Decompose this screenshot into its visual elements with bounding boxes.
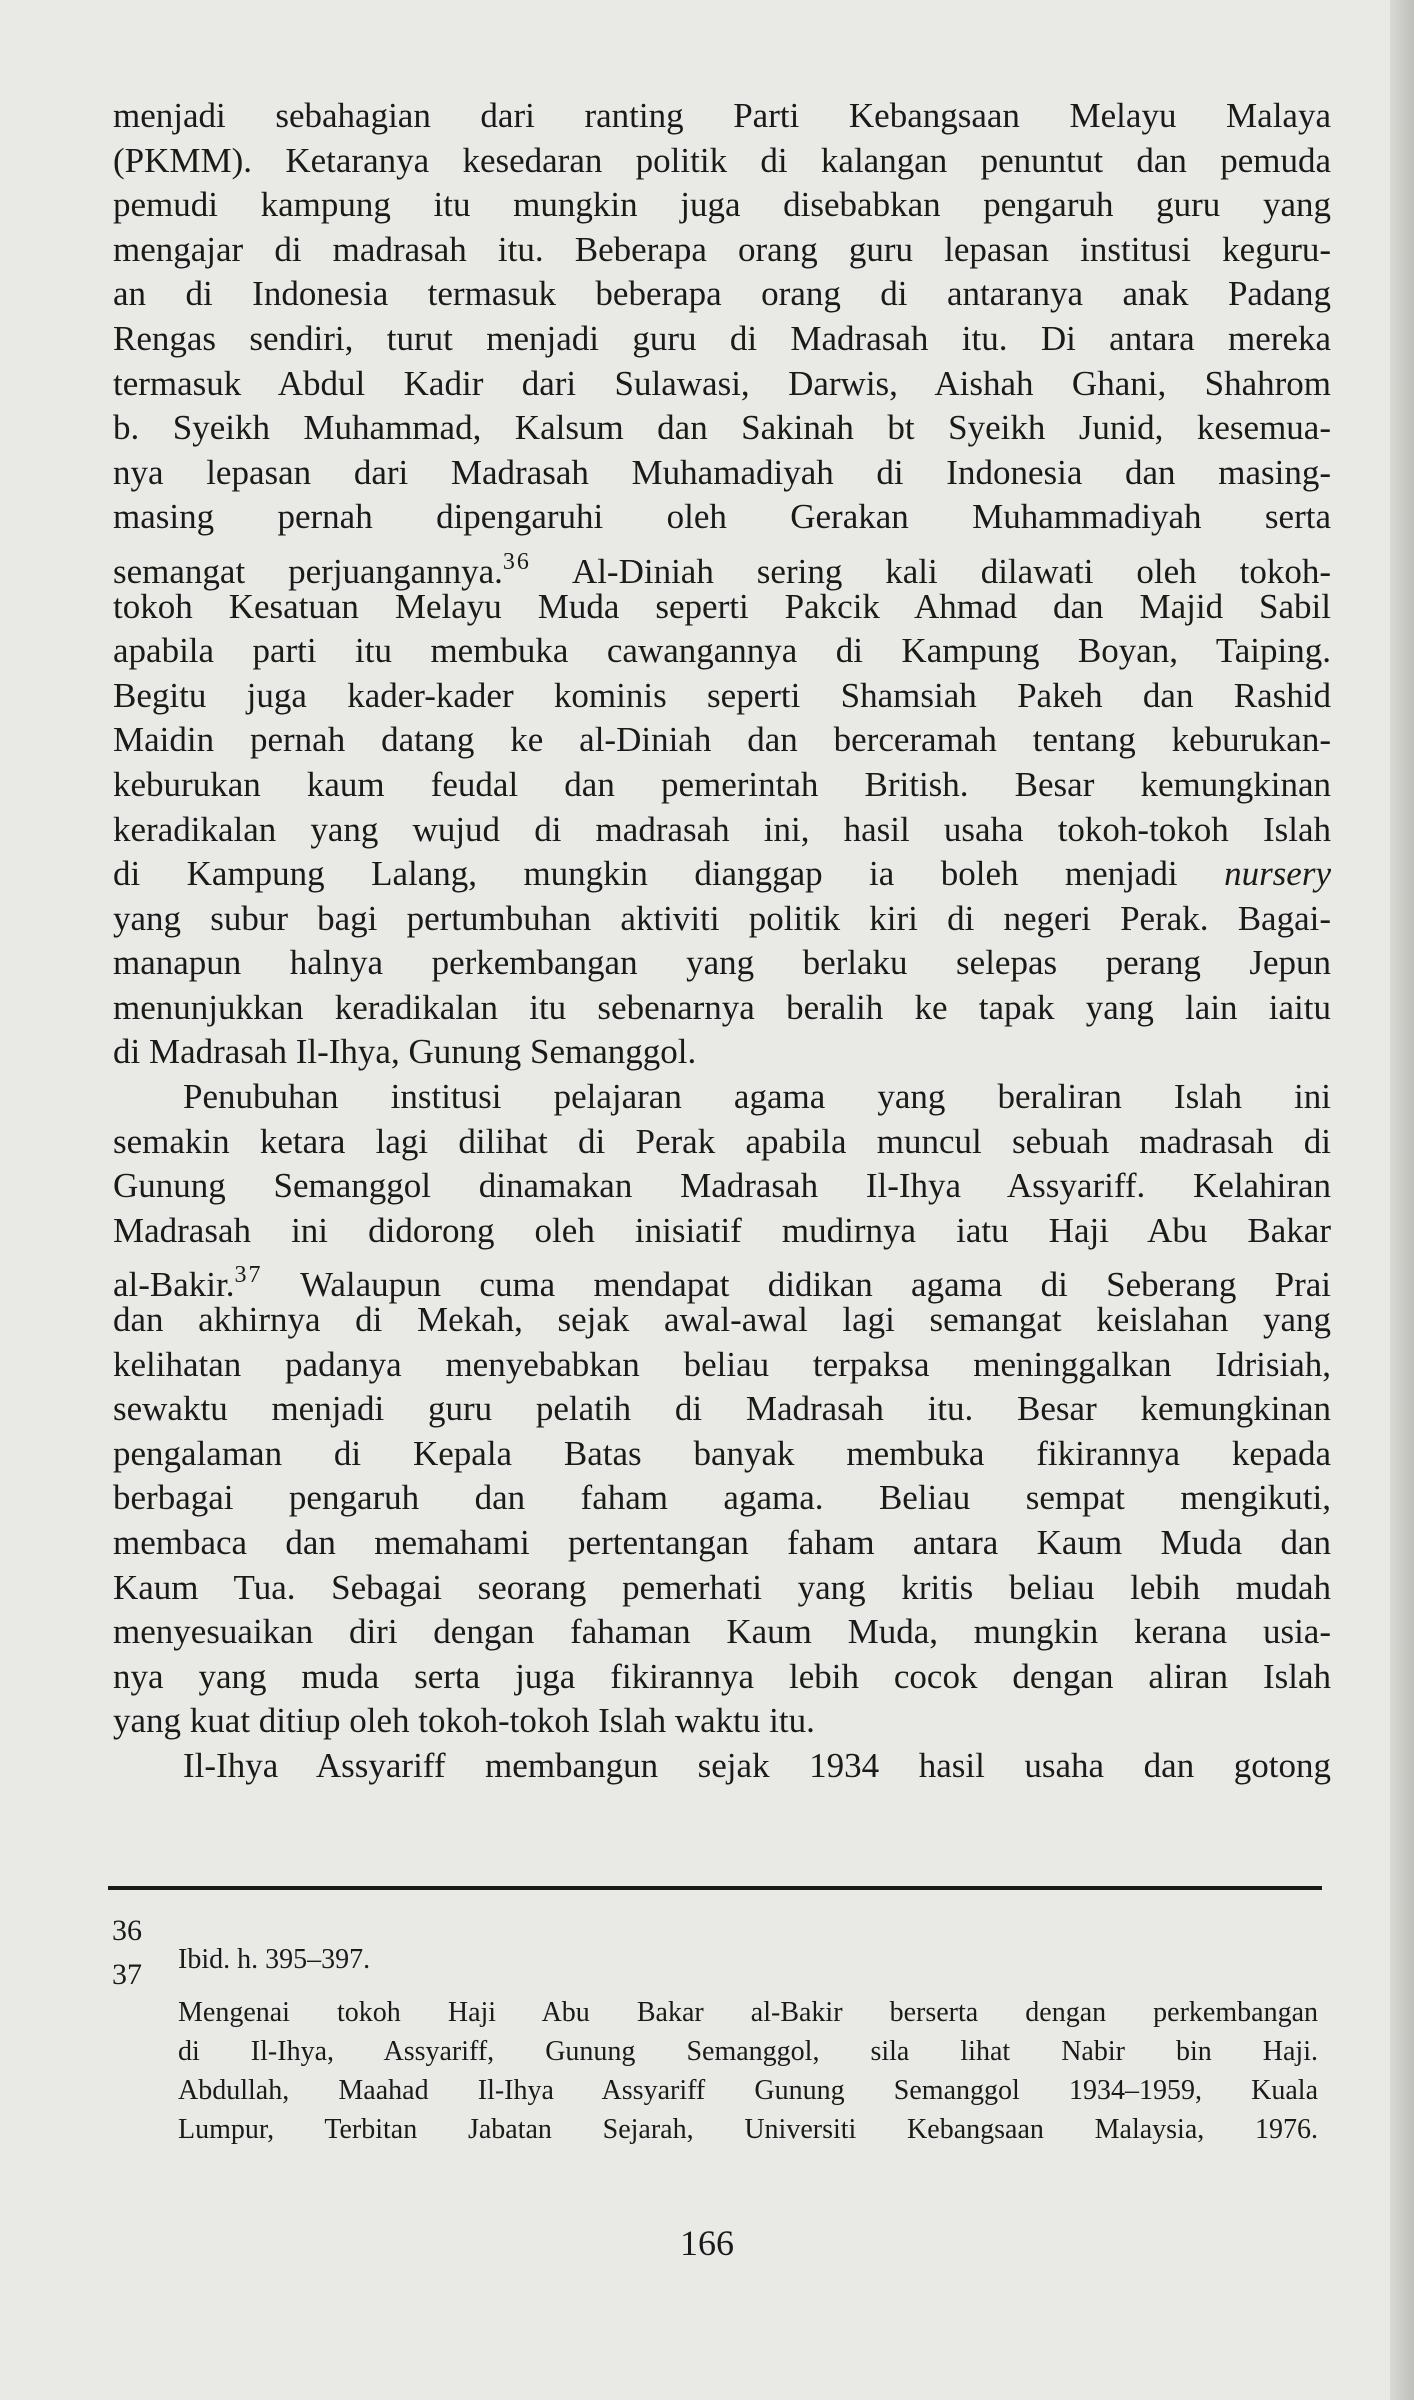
text-line (113, 272, 1331, 317)
page-number: 166 (680, 2223, 734, 2263)
text-segment: , Kuala (1194, 2075, 1318, 2106)
text-segment: (PKMM). Ketaranya kesedaran politik di kalangan penuntut dan pemuda (113, 140, 1331, 180)
footnote-line (178, 2071, 1318, 2110)
text-line (113, 1209, 1331, 1254)
text-segment: nya yang muda serta juga fikirannya lebih cocok dengan aliran Islah (113, 1656, 1331, 1696)
text-segment: dan akhirnya di Mekah, sejak awal-awal lagi semangat keislahan yang (113, 1300, 1331, 1340)
text-line (113, 1075, 1331, 1120)
text-line (113, 674, 1331, 719)
text-line (113, 139, 1331, 184)
text-line (113, 362, 1331, 407)
text-segment: yang kuat ditiup oleh tokoh-tokoh Islah waktu itu. (113, 1701, 815, 1741)
text-line (113, 1120, 1331, 1165)
text-line (113, 1699, 1331, 1744)
text-segment: Begitu juga kader-kader kominis seperti Shamsiah Pakeh dan Rashid (113, 675, 1331, 715)
text-segment: an di Indonesia termasuk beberapa orang di antaranya anak Padang (113, 274, 1331, 314)
text-segment: menunjukkan keradikalan itu sebenarnya beralih ke tapak yang lain iaitu (113, 987, 1331, 1027)
text-segment: keburukan kaum feudal dan pemerintah British. Besar kemungkinan (113, 764, 1331, 804)
text-line (113, 1476, 1331, 1521)
text-line (113, 1030, 1331, 1075)
text-segment: membaca dan memahami pertentangan faham antara Kaum Muda dan (113, 1523, 1331, 1562)
text-line (113, 986, 1331, 1031)
text-line (113, 1432, 1331, 1477)
text-segment: sewaktu menjadi guru pelatih di Madrasah itu. Besar kemungkinan (113, 1389, 1331, 1429)
text-segment: termasuk Abdul Kadir dari Sulawasi, Darwis, Aishah Ghani, Shahrom (113, 363, 1331, 403)
text-segment: semangat perjuangannya. (113, 551, 503, 591)
text-line (113, 1164, 1331, 1209)
text-line (113, 183, 1331, 228)
text-segment: Abdullah, (178, 2075, 339, 2106)
text-segment: al-Bakir. (113, 1265, 235, 1305)
text-line (113, 1655, 1331, 1700)
text-line (113, 852, 1331, 897)
footnote-number: 37 (112, 1958, 142, 1991)
page-edge-shadow (1390, 0, 1414, 2400)
text-line (113, 585, 1331, 630)
footnote-rule (108, 1886, 1322, 1890)
text-segment: Penubuhan institusi pelajaran agama yang beraliran Islah ini (183, 1077, 1331, 1117)
text-segment: Maidin pernah datang ke al-Diniah dan berceramah tentang keburukan- (113, 720, 1331, 760)
text-line (113, 1253, 1331, 1305)
text-line (113, 808, 1331, 853)
text-segment: b. Syeikh Muhammad, Kalsum dan Sakinah bt Syeikh Junid, kesemua- (113, 408, 1331, 448)
text-segment: Walaupun cuma mendapat didikan agama di Seberang Prai (262, 1265, 1331, 1305)
text-line (113, 718, 1331, 763)
text-segment: Rengas sendiri, turut menjadi guru di Madrasah itu. Di antara mereka (113, 318, 1331, 358)
italic-text: Maahad Il-Ihya Assyariff Gunung Semanggol 1934–1959 (338, 2075, 1195, 2106)
text-segment: nya lepasan dari Madrasah Muhamadiyah di Indonesia dan masing- (113, 452, 1331, 492)
text-segment: manapun halnya perkembangan yang berlaku selepas perang Jepun (113, 943, 1331, 983)
italic-text: Ibid (178, 1944, 224, 1975)
footnote-number: 36 (112, 1914, 142, 1947)
text-segment: pemudi kampung itu mungkin juga disebabkan pengaruh guru yang (113, 185, 1331, 225)
text-segment: masing pernah dipengaruhi oleh Gerakan Muhammadiyah serta (113, 497, 1331, 537)
text-segment: di Madrasah Il-Ihya, Gunung Semanggol. (113, 1032, 697, 1072)
body-text (113, 94, 1331, 1789)
text-line (113, 941, 1331, 986)
text-segment: Lumpur, Terbitan Jabatan Sejarah, Universiti Kebangsaan Malaysia, 1976. (178, 2114, 1318, 2145)
text-line (113, 495, 1331, 540)
text-segment: pengalaman di Kepala Batas banyak membuka fikirannya kepada (113, 1433, 1331, 1473)
text-line (113, 94, 1331, 139)
text-line (113, 451, 1331, 496)
text-segment: Al-Diniah sering kali dilawati oleh tokoh- (530, 551, 1331, 591)
footnote-line (178, 2032, 1318, 2071)
text-segment: Il-Ihya Assyariff membangun sejak 1934 hasil usaha dan gotong (183, 1745, 1331, 1785)
text-segment: menyesuaikan diri dengan fahaman Kaum Muda, mungkin kerana usia- (113, 1612, 1331, 1652)
text-segment: mengajar di madrasah itu. Beberapa orang guru lepasan institusi keguru- (113, 229, 1331, 269)
text-segment: Kaum Tua. Sebagai seorang pemerhati yang kritis beliau lebih mudah (113, 1567, 1331, 1607)
text-line (113, 1387, 1331, 1432)
text-line (113, 897, 1331, 942)
text-segment: keradikalan yang wujud di madrasah ini, hasil usaha tokoh-tokoh Islah (113, 809, 1331, 849)
text-segment: di Kampung Lalang, mungkin dianggap ia boleh menjadi (113, 854, 1225, 894)
footnote-line (178, 1940, 1318, 1979)
text-line (113, 540, 1331, 591)
footnote-line (178, 1993, 1318, 2032)
text-line (113, 406, 1331, 451)
text-line (113, 228, 1331, 273)
text-segment: Gunung Semanggol dinamakan Madrasah Il-Ihya Assyariff. Kelahiran (113, 1166, 1331, 1206)
text-line (113, 1298, 1331, 1343)
text-segment: tokoh Kesatuan Melayu Muda seperti Pakcik Ahmad dan Majid Sabil (113, 586, 1331, 626)
text-segment: kelihatan padanya menyebabkan beliau terpaksa meninggalkan Idrisiah, (113, 1344, 1331, 1384)
footnote-line (178, 2110, 1318, 2149)
footnote-reference: 37 (234, 1262, 263, 1289)
text-segment: di Il-Ihya, Assyariff, Gunung Semanggol, sila lihat Nabir bin Haji. (178, 2036, 1318, 2067)
text-line (113, 1744, 1331, 1789)
text-segment: Mengenai tokoh Haji Abu Bakar al-Bakir berserta dengan perkembangan (178, 1997, 1318, 2028)
text-line (113, 1521, 1331, 1566)
text-line (113, 629, 1331, 674)
text-line (113, 1566, 1331, 1611)
footnote-reference: 36 (502, 548, 531, 575)
text-line (113, 317, 1331, 362)
text-segment: apabila parti itu membuka cawangannya di Kampung Boyan, Taiping. (113, 631, 1331, 671)
text-segment: . h. 395–397. (223, 1944, 371, 1975)
text-segment: Madrasah ini didorong oleh inisiatif mudirnya iatu Haji Abu Bakar (113, 1210, 1331, 1250)
text-segment: menjadi sebahagian dari ranting Parti Kebangsaan Melayu Malaya (113, 96, 1331, 135)
footnote-text (178, 1940, 1318, 1979)
footnote-text (178, 1993, 1318, 2149)
text-line (113, 1343, 1331, 1388)
text-segment: berbagai pengaruh dan faham agama. Beliau sempat mengikuti, (113, 1478, 1331, 1518)
text-line (113, 1610, 1331, 1655)
italic-text: nursery (1224, 854, 1331, 894)
text-segment: yang subur bagi pertumbuhan aktiviti politik kiri di negeri Perak. Bagai- (113, 898, 1331, 938)
text-segment: semakin ketara lagi dilihat di Perak apabila muncul sebuah madrasah di (113, 1121, 1331, 1161)
text-line (113, 763, 1331, 808)
